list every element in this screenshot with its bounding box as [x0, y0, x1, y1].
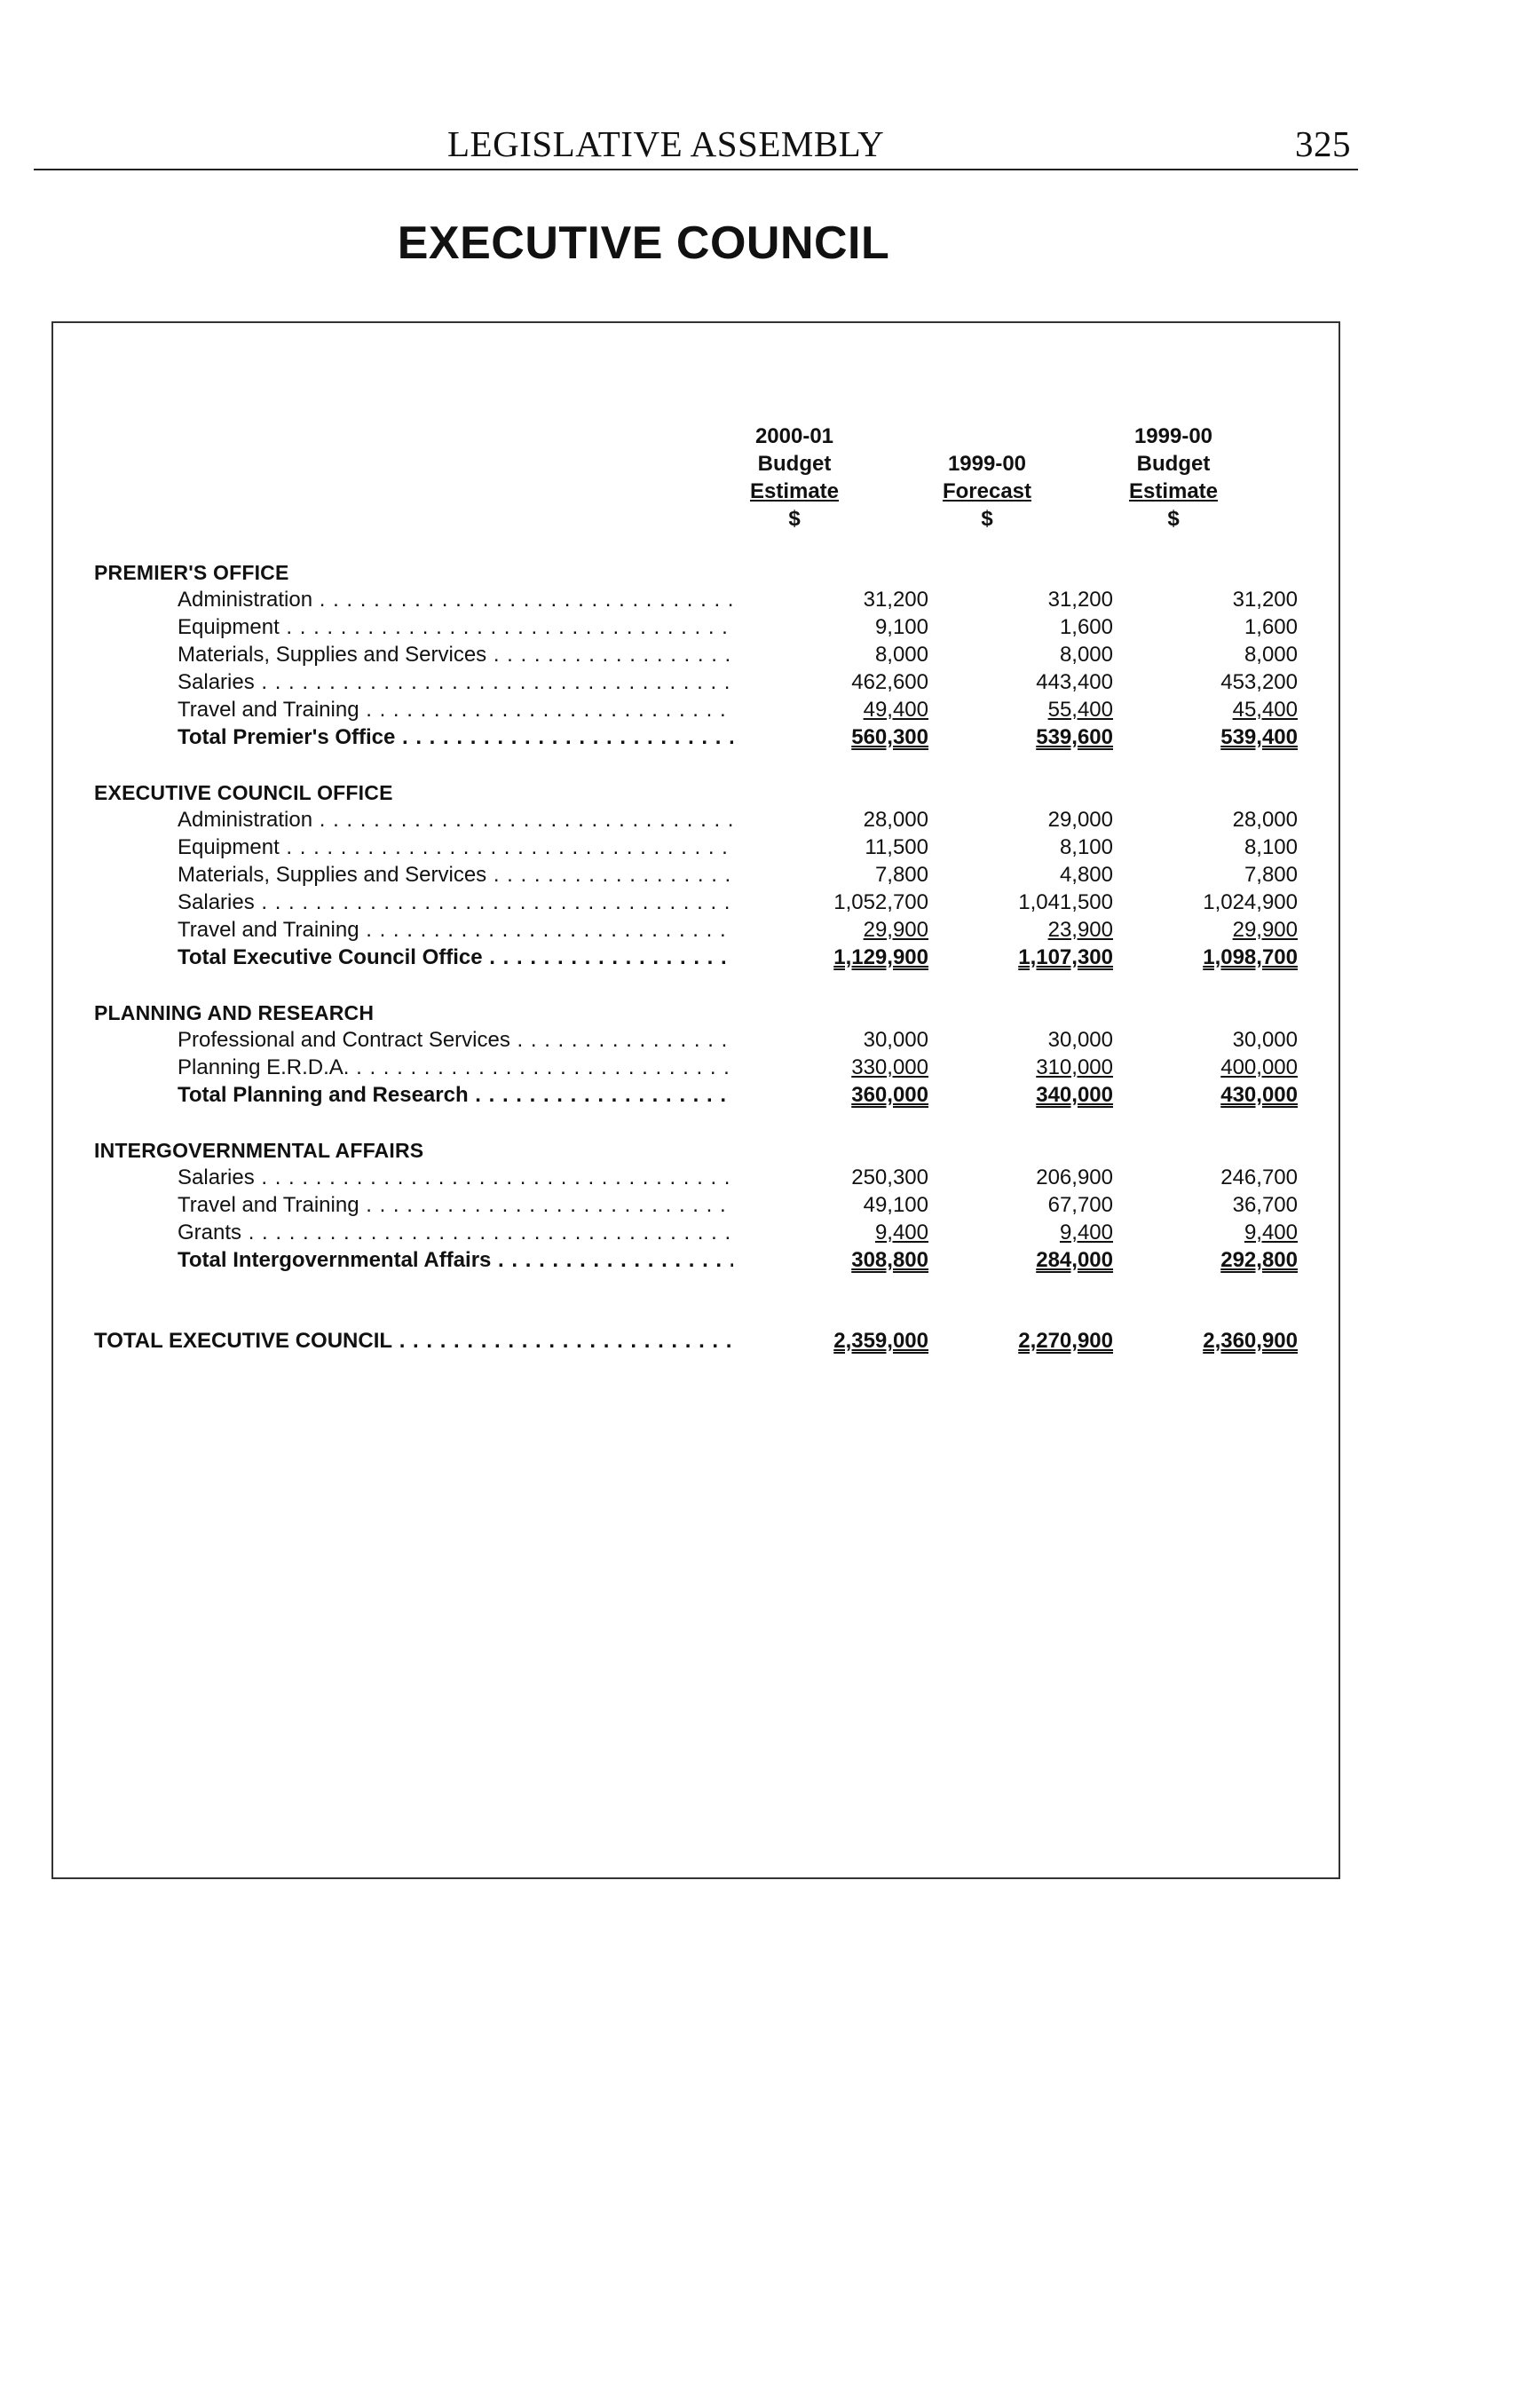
column-header-1999-00-estimate: 1999-00 Budget Estimate $	[1128, 424, 1219, 531]
table-row: Salaries . . . 250,300 206,900 246,700	[0, 1165, 1540, 1191]
table-row: Professional and Contract Services . . . 30,000 30,000 30,000	[0, 1027, 1540, 1054]
section-total-row: Total Premier's Office . . . 560,300 539,600 539,400	[0, 724, 1540, 751]
table-row: Grants . . . 9,400 9,400 9,400	[0, 1220, 1540, 1246]
section-heading: EXECUTIVE COUNCIL OFFICE	[94, 781, 393, 804]
table-row: Planning E.R.D.A. . . . 330,000 310,000 400,000	[0, 1055, 1540, 1081]
table-row: Travel and Training . . . 49,400 55,400 45,400	[0, 697, 1540, 723]
table-row: Administration . . . 28,000 29,000 28,000	[0, 807, 1540, 834]
section-heading: PLANNING AND RESEARCH	[94, 1001, 375, 1024]
table-row: Equipment . . . 11,500 8,100 8,100	[0, 834, 1540, 861]
table-row: Administration . . . 31,200 31,200 31,200	[0, 587, 1540, 613]
column-header-2000-01-estimate: 2000-01 Budget Estimate $	[749, 424, 840, 531]
column-header-1999-00-forecast: 1999-00 Forecast $	[942, 452, 1032, 531]
table-row: Materials, Supplies and Services . . . 7,800 4,800 7,800	[0, 862, 1540, 889]
section-heading: PREMIER'S OFFICE	[94, 561, 289, 584]
table-row: Salaries . . . 462,600 443,400 453,200	[0, 669, 1540, 696]
table-row: Travel and Training . . . 49,100 67,700 36,700	[0, 1192, 1540, 1219]
running-head	[34, 114, 1358, 170]
section-total-row: Total Planning and Research . . . 360,000 340,000 430,000	[0, 1082, 1540, 1109]
page-number: 325	[1295, 123, 1351, 164]
table-row: Travel and Training . . . 29,900 23,900 29,900	[0, 917, 1540, 944]
grand-total-row: TOTAL EXECUTIVE COUNCIL . . . 2,359,000 2,270,900 2,360,900	[0, 1328, 1540, 1355]
section-total-row: Total Executive Council Office . . . 1,129,900 1,107,300 1,098,700	[0, 944, 1540, 971]
section-heading: INTERGOVERNMENTAL AFFAIRS	[94, 1139, 424, 1162]
document-title: EXECUTIVE COUNCIL	[397, 217, 890, 269]
table-row: Materials, Supplies and Services . . . 8,000 8,000 8,000	[0, 642, 1540, 668]
table-row: Salaries . . . 1,052,700 1,041,500 1,024,900	[0, 889, 1540, 916]
table-row: Equipment . . . 9,100 1,600 1,600	[0, 614, 1540, 641]
section-total-row: Total Intergovernmental Affairs . . . 308,800 284,000 292,800	[0, 1247, 1540, 1274]
running-head-title: LEGISLATIVE ASSEMBLY	[447, 123, 885, 164]
